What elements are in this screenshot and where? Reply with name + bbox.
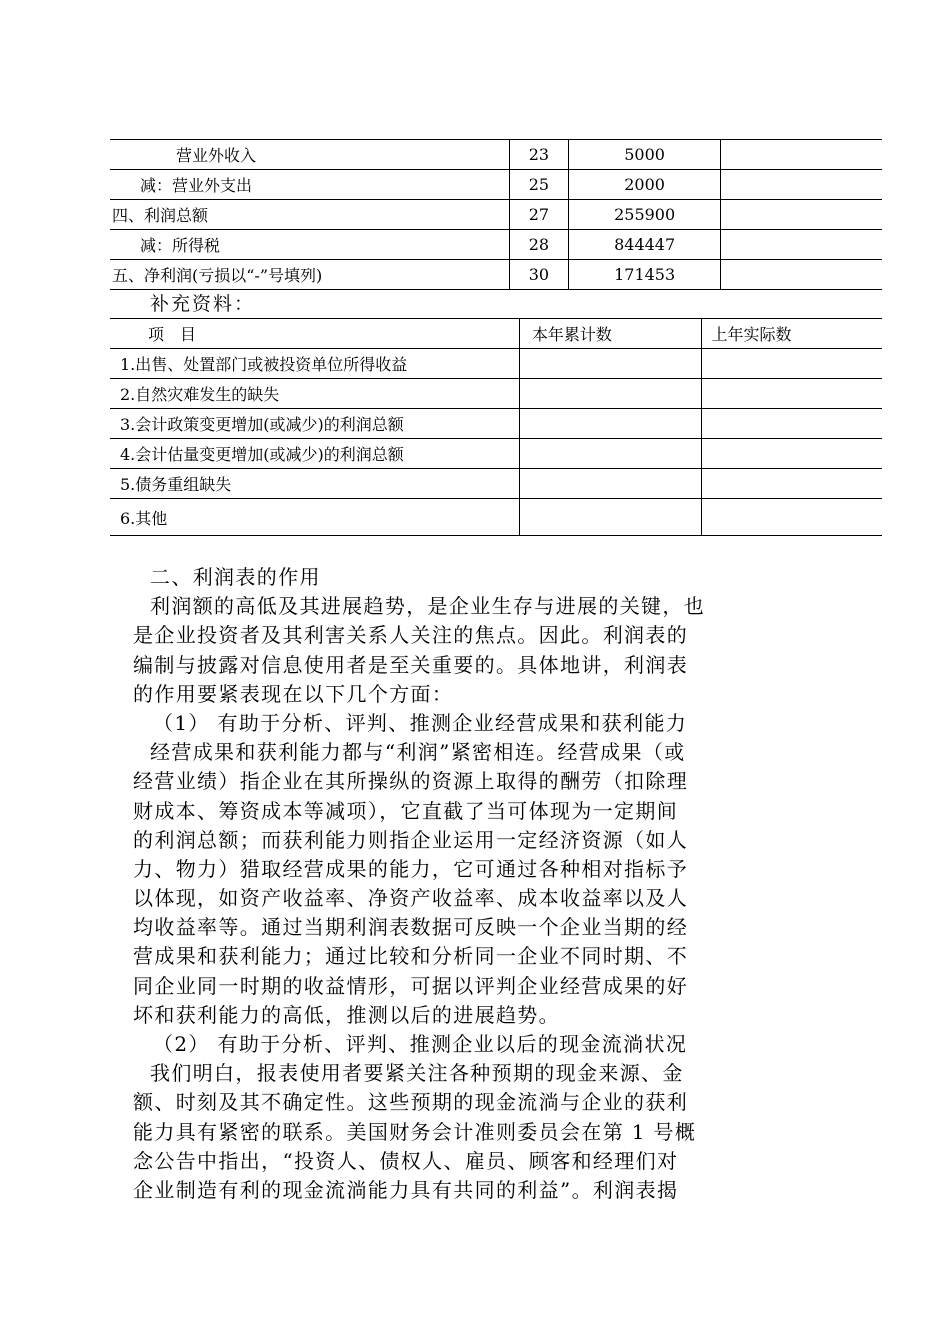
row-current xyxy=(519,439,701,469)
row-item: 五、净利润(亏损以“-”号填列) xyxy=(110,260,509,290)
supplement-title: 补充资料： xyxy=(150,293,256,315)
row-prev-value xyxy=(720,230,882,260)
paragraph-line: 额、时刻及其不确定性。这些预期的现金流淌与企业的获利 xyxy=(133,1090,689,1115)
table-row xyxy=(110,200,882,230)
paragraph-line: 营成果和获利能力；通过比较和分析同一企业不同时期、不 xyxy=(133,944,689,969)
row-previous xyxy=(701,409,882,439)
row-item: 4.会计估量变更增加(或减少)的利润总额 xyxy=(110,439,519,469)
paragraph-line: 坏和获利能力的高低，推测以后的进展趋势。 xyxy=(133,1002,560,1027)
row-prev-value xyxy=(720,260,882,290)
row-item: 6.其他 xyxy=(110,499,519,536)
row-value: 5000 xyxy=(569,140,721,170)
table-row xyxy=(110,140,882,170)
row-item: 5.债务重组缺失 xyxy=(110,469,519,499)
row-current xyxy=(519,349,701,379)
row-current xyxy=(519,469,701,499)
subheading: （2） 有助于分析、评判、推测企业以后的现金流淌状况 xyxy=(153,1032,688,1056)
row-value: 2000 xyxy=(569,170,721,200)
paragraph-line: 同企业同一时期的收益情形，可据以评判企业经营成果的好 xyxy=(133,973,689,998)
row-line-number: 23 xyxy=(509,140,569,170)
row-current xyxy=(519,409,701,439)
row-line-number: 27 xyxy=(509,200,569,230)
paragraph-line: 以体现，如资产收益率、净资产收益率、成本收益率以及人 xyxy=(133,886,689,911)
paragraph-line: 经营业绩）指企业在其所操纵的资源上取得的酬劳（扣除理 xyxy=(133,769,689,794)
row-value: 171453 xyxy=(569,260,721,290)
row-value: 255900 xyxy=(569,200,721,230)
table-row xyxy=(110,439,882,469)
paragraph-line: 力、物力）猎取经营成果的能力，它可通过各种相对指标予 xyxy=(133,856,689,881)
row-prev-value xyxy=(720,170,882,200)
paragraph-line: 能力具有紧密的联系。美国财务会计准则委员会在第 1 号概 xyxy=(133,1119,697,1144)
paragraph-line: 是企业投资者及其利害关系人关注的焦点。因此。利润表的 xyxy=(133,623,689,648)
header-item: 项 目 xyxy=(110,319,519,349)
subheading: （1） 有助于分析、评判、推测企业经营成果和获利能力 xyxy=(153,710,688,735)
table-header-row xyxy=(110,319,882,349)
paragraph-line: 编制与披露对信息使用者是至关重要的。具体地讲，利润表 xyxy=(133,652,689,677)
row-current xyxy=(519,379,701,409)
paragraph-line: 我们明白，报表使用者要紧关注各种预期的现金来源、金 xyxy=(150,1061,684,1086)
paragraph-line: 的作用要紧表现在以下几个方面： xyxy=(133,681,454,706)
paragraph-line: 利润额的高低及其进展趋势，是企业生存与进展的关键，也 xyxy=(150,594,706,619)
paragraph-line: 财成本、筹资成本等减项），它直截了当可体现为一定期间 xyxy=(133,798,679,823)
row-item: 减：所得税 xyxy=(110,230,509,260)
row-item: 营业外收入 xyxy=(110,140,509,170)
row-previous xyxy=(701,439,882,469)
row-value: 844447 xyxy=(569,230,721,260)
table-row xyxy=(110,260,882,290)
table-row xyxy=(110,230,882,260)
income-statement-table xyxy=(110,139,882,290)
paragraph-line: 念公告中指出，“投资人、债权人、雇员、顾客和经理们对 xyxy=(133,1148,679,1173)
row-previous xyxy=(701,469,882,499)
table-row xyxy=(110,499,882,536)
paragraph-line: 经营成果和获利能力都与“利润”紧密相连。经营成果（或 xyxy=(150,740,686,765)
table-row xyxy=(110,170,882,200)
section-heading: 二、利润表的作用 xyxy=(150,565,321,589)
header-current-year: 本年累计数 xyxy=(519,319,701,349)
table-row xyxy=(110,469,882,499)
row-previous xyxy=(701,349,882,379)
row-prev-value xyxy=(720,200,882,230)
paragraph-line: 的利润总额；而获利能力则指企业运用一定经济资源（如人 xyxy=(133,827,689,852)
row-current xyxy=(519,499,701,536)
paragraph-line: 企业制造有利的现金流淌能力具有共同的利益”。利润表揭 xyxy=(133,1177,679,1202)
row-item: 减：营业外支出 xyxy=(110,170,509,200)
row-previous xyxy=(701,379,882,409)
row-item: 2.自然灾难发生的缺失 xyxy=(110,379,519,409)
row-line-number: 28 xyxy=(509,230,569,260)
header-previous-year: 上年实际数 xyxy=(701,319,882,349)
row-line-number: 25 xyxy=(509,170,569,200)
table-row xyxy=(110,379,882,409)
table-row xyxy=(110,349,882,379)
supplement-table xyxy=(110,318,882,536)
row-item: 3.会计政策变更增加(或减少)的利润总额 xyxy=(110,409,519,439)
row-item: 四、利润总额 xyxy=(110,200,509,230)
row-previous xyxy=(701,499,882,536)
row-line-number: 30 xyxy=(509,260,569,290)
row-item: 1.出售、处置部门或被投资单位所得收益 xyxy=(110,349,519,379)
row-prev-value xyxy=(720,140,882,170)
article-body xyxy=(133,563,813,1205)
table-row xyxy=(110,409,882,439)
paragraph-line: 均收益率等。通过当期利润表数据可反映一个企业当期的经 xyxy=(133,915,689,940)
